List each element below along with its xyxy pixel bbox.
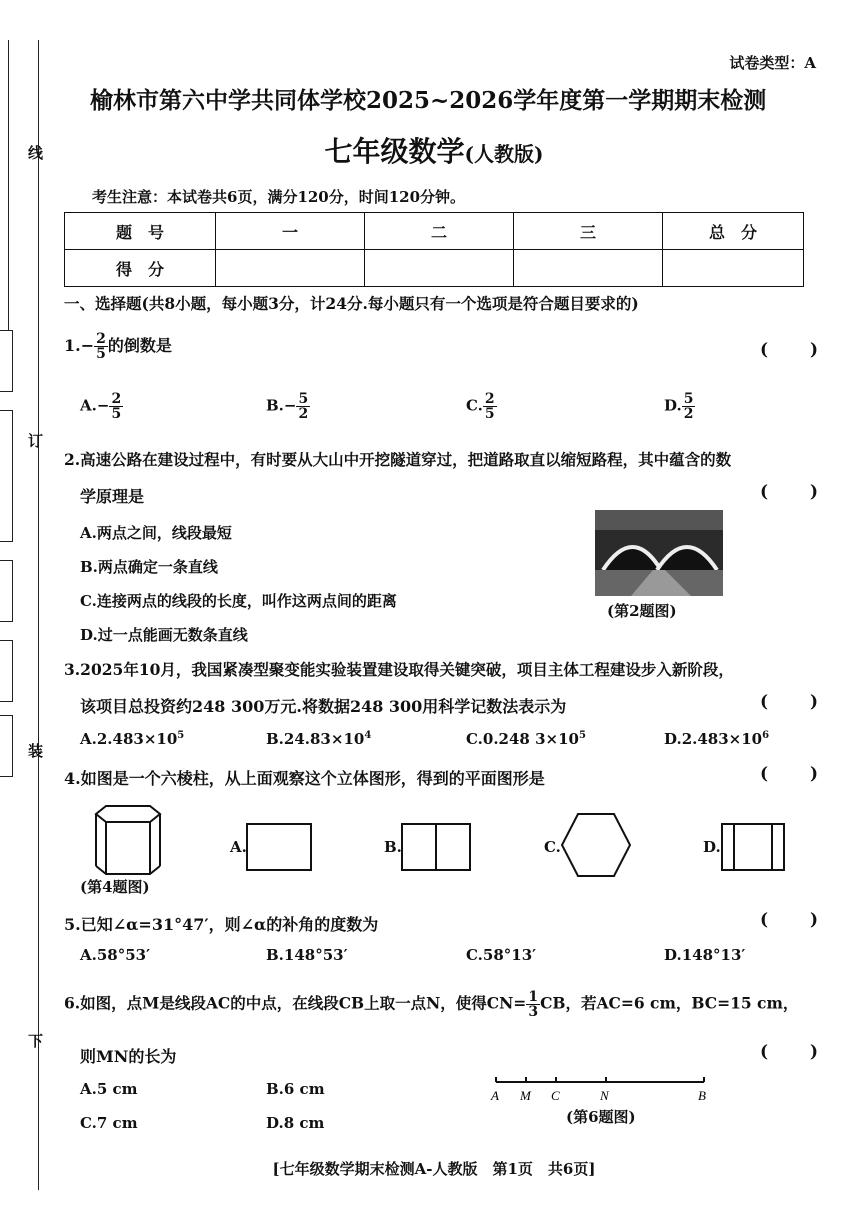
question-text: CB，若AC=6 cm，BC=15 cm，	[540, 993, 799, 1013]
q4-option-b-label[interactable]: B.	[384, 838, 402, 856]
q1-option-a[interactable]	[80, 392, 123, 421]
exponent: 5	[177, 730, 185, 741]
question-3-line1: 3.2025年10月，我国紧凑型聚变能实验装置建设取得关键突破，项目主体工程建设步入新阶段，	[64, 660, 734, 679]
question-4: 4.如图是一个六棱柱，从上面观察这个立体图形，得到的平面图形是	[64, 769, 545, 788]
score-table-header-row	[65, 213, 804, 250]
binding-char: 订	[28, 432, 44, 450]
exam-notice: 考生注意：本试卷共6页，满分120分，时间120分钟。	[92, 188, 466, 206]
fraction	[682, 392, 696, 421]
question-number: 1.	[64, 336, 81, 355]
binding-line	[38, 40, 39, 1190]
denominator: 3	[528, 1004, 539, 1020]
binding-box	[0, 410, 13, 542]
binding-margin	[0, 0, 45, 1227]
numerator: 5	[298, 391, 309, 407]
figure-caption: (第4题图)	[80, 878, 150, 896]
q3-option-a[interactable]	[80, 730, 184, 748]
question-2-line1: 2.高速公路在建设过程中，有时要从大山中开挖隧道穿过，把道路取直以缩短路程，其中蕴含的数	[64, 450, 732, 469]
fraction	[526, 990, 540, 1019]
denominator: 5	[111, 406, 122, 422]
point-label: B	[698, 1088, 706, 1103]
question-3-line2: 该项目总投资约248 300万元.将数据248 300用科学记数法表示为	[80, 697, 567, 716]
fraction	[483, 392, 497, 421]
fraction	[94, 332, 108, 361]
sign: −	[80, 336, 95, 355]
q4-option-c-label[interactable]: C.	[544, 838, 561, 856]
exponent: 4	[364, 730, 372, 741]
segment-figure	[488, 1072, 714, 1106]
q4-option-c-figure[interactable]	[560, 812, 632, 878]
q4-option-a-label[interactable]: A.	[230, 838, 247, 856]
q5-option-b[interactable]: B.148°53′	[266, 946, 348, 964]
exam-title: 榆林市第六中学共同体学校2025~2026学年度第一学期期末检测	[90, 87, 767, 114]
subject-edition: (人教版)	[464, 142, 544, 166]
q5-option-c[interactable]: C.58°13′	[466, 946, 537, 964]
binding-box	[0, 560, 13, 622]
question-5: 5.已知∠α=31°47′，则∠α的补角的度数为	[64, 915, 379, 934]
question-text: 的倒数是	[107, 336, 172, 355]
q5-option-d[interactable]: D.148°13′	[664, 946, 746, 964]
hexagonal-prism-figure	[92, 800, 164, 880]
option-label: D.	[664, 396, 682, 415]
score-cell: 题 号	[65, 213, 216, 250]
score-cell: 三	[514, 213, 663, 250]
q6-option-a[interactable]: A.5 cm	[80, 1080, 138, 1098]
answer-paren[interactable]: ( )	[760, 340, 837, 360]
q3-option-d[interactable]	[664, 730, 769, 748]
question-6-line2: 则MN的长为	[80, 1047, 177, 1066]
question-2-line2: 学原理是	[80, 487, 145, 506]
denominator: 5	[484, 406, 495, 422]
point-label: C	[551, 1088, 560, 1103]
exponent: 6	[762, 730, 770, 741]
subject-name: 七年级数学	[324, 135, 465, 168]
answer-paren[interactable]: ( )	[760, 910, 837, 930]
point-label: M	[520, 1088, 531, 1103]
answer-paren[interactable]: ( )	[760, 482, 837, 502]
point-label: A	[491, 1088, 499, 1103]
q4-option-d-figure[interactable]	[720, 822, 786, 872]
q6-option-d[interactable]: D.8 cm	[266, 1114, 325, 1132]
binding-box	[0, 640, 13, 702]
question-text: 6.如图，点M是线段AC的中点，在线段CB上取一点N，使得CN=	[64, 993, 527, 1013]
q2-option-a[interactable]: A.两点之间，线段最短	[80, 524, 232, 542]
answer-paren[interactable]: ( )	[760, 1042, 837, 1062]
binding-box	[0, 715, 13, 777]
numerator: 2	[111, 391, 122, 407]
subject-title	[0, 130, 868, 170]
option-label: D.2.483×10	[664, 730, 763, 748]
option-label: A.	[80, 396, 97, 415]
q3-option-b[interactable]	[266, 730, 371, 748]
option-label: C.	[466, 396, 483, 415]
numerator: 2	[484, 391, 495, 407]
q6-option-b[interactable]: B.6 cm	[266, 1080, 325, 1098]
option-label: B.24.83×10	[266, 730, 365, 748]
binding-box	[0, 330, 13, 392]
numerator: 1	[528, 989, 539, 1005]
tunnel-photo	[595, 510, 723, 596]
score-input-cell[interactable]	[216, 250, 365, 287]
score-input-cell[interactable]	[663, 250, 804, 287]
point-label: N	[600, 1088, 609, 1103]
score-table	[64, 212, 804, 287]
score-input-cell[interactable]	[514, 250, 663, 287]
question-6-line1	[64, 990, 798, 1019]
denominator: 5	[96, 346, 106, 362]
option-label: B.	[266, 396, 284, 415]
q4-option-a-figure[interactable]	[245, 822, 313, 872]
paper-type: 试卷类型：A	[729, 54, 816, 72]
sign: −	[283, 396, 297, 415]
section-heading: 一、选择题(共8小题，每小题3分，计24分.每小题只有一个选项是符合题目要求的)	[64, 294, 639, 313]
binding-char: 下	[28, 1032, 44, 1050]
answer-paren[interactable]: ( )	[760, 764, 837, 784]
figure-caption: (第2题图)	[607, 602, 677, 620]
page-footer: [七年级数学期末检测A-人教版 第1页 共6页]	[272, 1160, 596, 1178]
q4-option-b-figure[interactable]	[400, 822, 472, 872]
answer-paren[interactable]: ( )	[760, 692, 837, 712]
q4-option-d-label[interactable]: D.	[703, 838, 721, 856]
exponent: 5	[578, 730, 586, 741]
denominator: 2	[683, 406, 694, 422]
figure-caption: (第6题图)	[566, 1108, 636, 1126]
q1-option-b[interactable]	[266, 392, 310, 421]
score-cell: 总 分	[663, 213, 804, 250]
score-cell: 得 分	[65, 250, 216, 287]
binding-char: 线	[28, 144, 44, 162]
q5-option-a[interactable]: A.58°53′	[80, 946, 151, 964]
binding-line-2	[8, 40, 9, 330]
q2-option-d[interactable]: D.过一点能画无数条直线	[80, 626, 248, 644]
denominator: 2	[298, 406, 309, 422]
binding-char: 装	[28, 742, 44, 760]
question-1	[64, 332, 172, 361]
q2-option-c[interactable]: C.连接两点的线段的长度，叫作这两点间的距离	[80, 592, 397, 610]
q2-option-b[interactable]: B.两点确定一条直线	[80, 558, 218, 576]
option-label: C.0.248 3×10	[466, 730, 579, 748]
sign: −	[96, 396, 110, 415]
score-table-score-row	[65, 250, 804, 287]
q1-option-d[interactable]	[664, 392, 695, 421]
q3-option-c[interactable]	[466, 730, 586, 748]
q1-option-c[interactable]	[466, 392, 497, 421]
fraction	[109, 392, 123, 421]
score-cell: 二	[365, 213, 514, 250]
fraction	[296, 392, 310, 421]
numerator: 5	[683, 391, 694, 407]
numerator: 2	[96, 331, 106, 347]
score-cell: 一	[216, 213, 365, 250]
q6-option-c[interactable]: C.7 cm	[80, 1114, 138, 1132]
score-input-cell[interactable]	[365, 250, 514, 287]
option-label: A.2.483×10	[80, 730, 178, 748]
